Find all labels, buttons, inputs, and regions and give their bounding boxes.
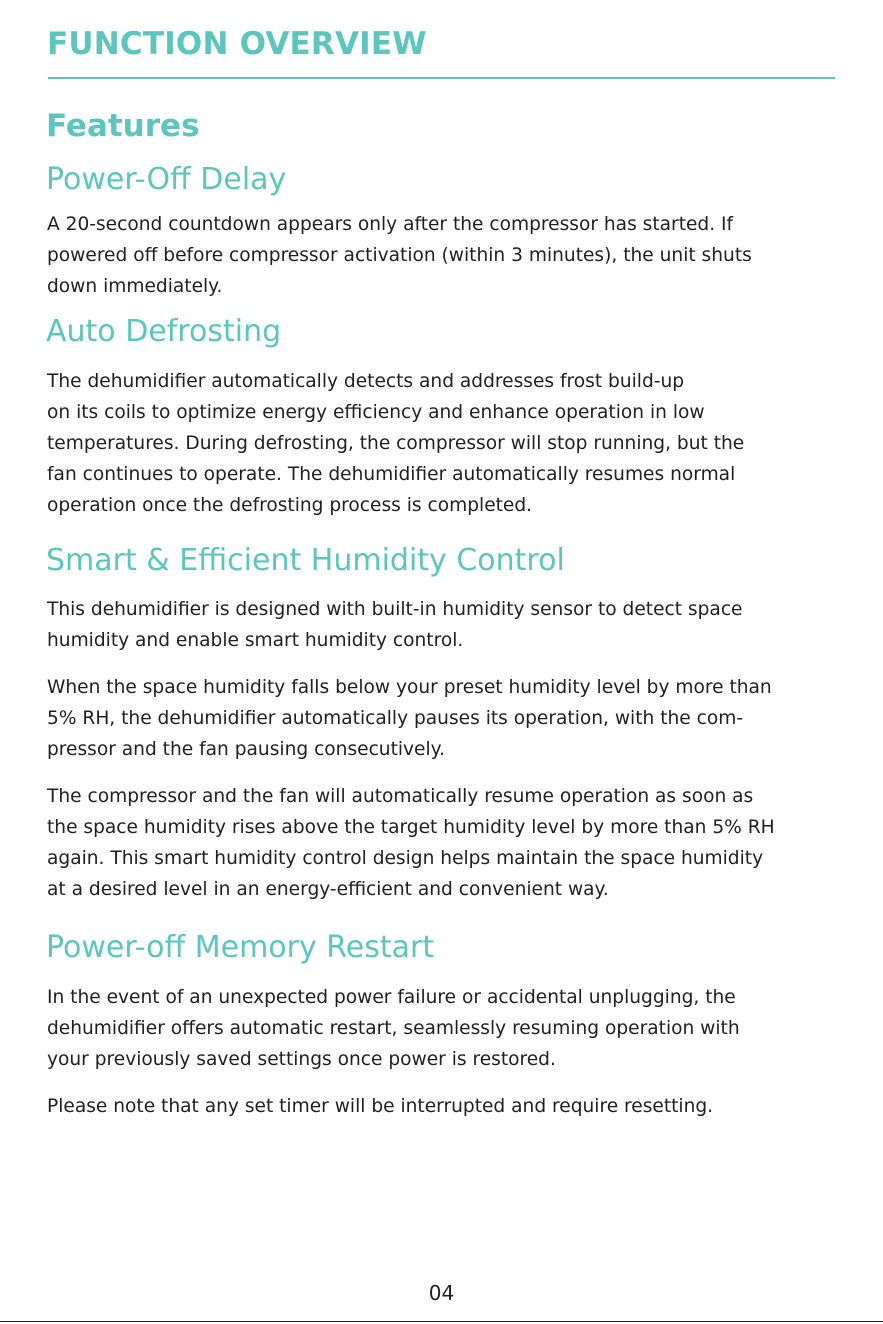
text-line: The dehumidifier automatically detects and addresses frost build-up (47, 371, 685, 392)
text-line: Please note that any set timer will be interrupted and require resetting. (47, 1096, 714, 1117)
section-title-auto-defrosting: Auto Defrosting (46, 314, 282, 349)
text-line: at a desired level in an energy-efficient and convenient way. (47, 879, 609, 900)
features-heading: Features (46, 108, 200, 144)
paragraph-memory-restart-2 (47, 1091, 847, 1122)
section-title-power-off-delay: Power-Off Delay (46, 162, 287, 197)
text-line: down immediately. (47, 276, 223, 297)
text-line: dehumidifier offers automatic restart, seamlessly resuming operation with (47, 1018, 740, 1039)
text-line: pressor and the fan pausing consecutively. (47, 739, 445, 760)
text-line: operation once the defrosting process is completed. (47, 495, 533, 516)
text-line: A 20-second countdown appears only after the compressor has started. If (47, 214, 734, 235)
paragraph-smart-humidity-2 (47, 672, 847, 765)
text-line: your previously saved settings once power is restored. (47, 1049, 556, 1070)
text-line: fan continues to operate. The dehumidifier automatically resumes normal (47, 464, 736, 485)
section-title-memory-restart: Power-off Memory Restart (46, 930, 435, 965)
paragraph-power-off-delay (47, 209, 847, 302)
text-line: temperatures. During defrosting, the compressor will stop running, but the (47, 433, 745, 454)
title-divider (48, 77, 835, 79)
text-line: on its coils to optimize energy efficiency and enhance operation in low (47, 402, 705, 423)
paragraph-smart-humidity-3 (47, 781, 847, 905)
text-line: the space humidity rises above the target humidity level by more than 5% RH (47, 817, 775, 838)
text-line: again. This smart humidity control design helps maintain the space humidity (47, 848, 764, 869)
text-line: 5% RH, the dehumidifier automatically pauses its operation, with the com- (47, 708, 744, 729)
paragraph-auto-defrosting (47, 366, 847, 521)
text-line: powered off before compressor activation (within 3 minutes), the unit shuts (47, 245, 752, 266)
page-number: 04 (428, 1281, 455, 1305)
text-line: When the space humidity falls below your preset humidity level by more than (47, 677, 772, 698)
paragraph-smart-humidity-1 (47, 594, 847, 656)
text-line: This dehumidifier is designed with built-in humidity sensor to detect space (47, 599, 743, 620)
page-bottom-border (0, 1321, 883, 1322)
paragraph-memory-restart-1 (47, 982, 847, 1075)
text-line: The compressor and the fan will automatically resume operation as soon as (47, 786, 754, 807)
page-title: FUNCTION OVERVIEW (47, 26, 427, 62)
text-line: humidity and enable smart humidity control. (47, 630, 464, 651)
section-title-smart-humidity-control: Smart & Efficient Humidity Control (46, 543, 565, 578)
text-line: In the event of an unexpected power failure or accidental unplugging, the (47, 987, 736, 1008)
